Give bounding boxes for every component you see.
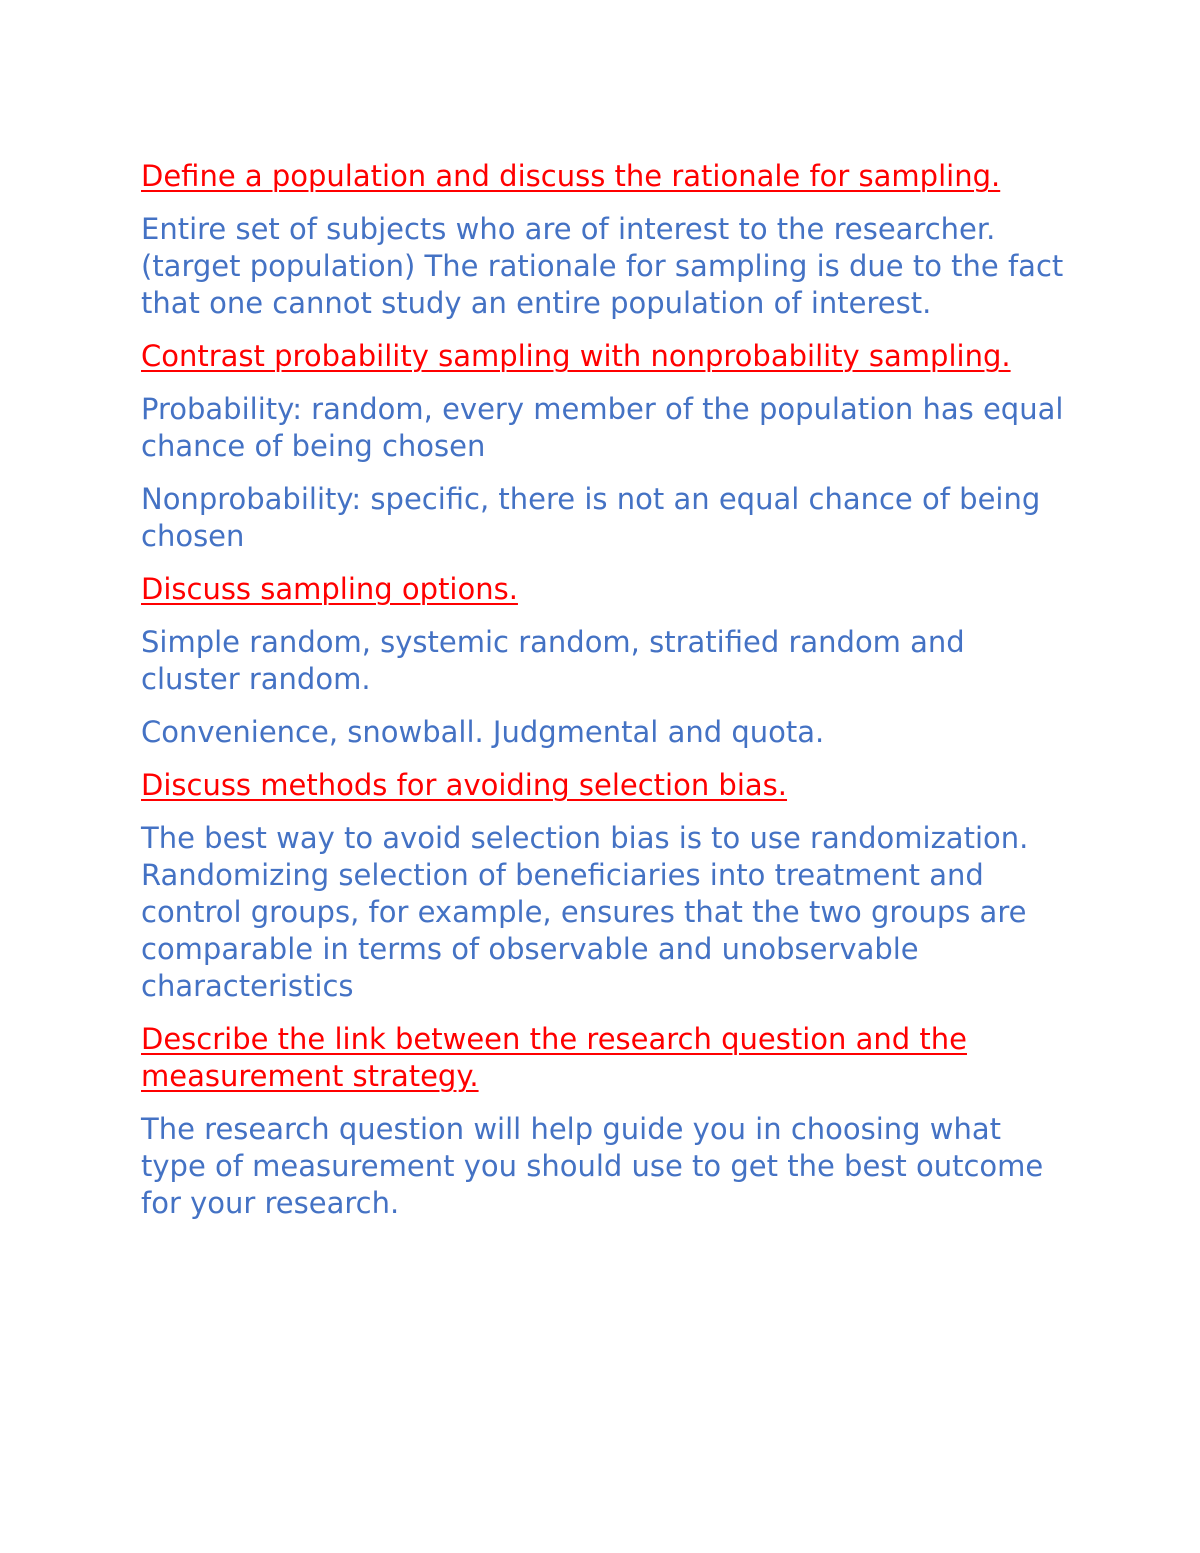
section-population — [141, 158, 1071, 322]
section-sampling-options — [141, 571, 1071, 751]
answer-paragraph: Nonprobability: specific, there is not an equal chance of being chosen — [141, 482, 1041, 553]
question-heading: Describe the link between the research question and the measurement strategy. — [141, 1022, 967, 1093]
answer-paragraph: Entire set of subjects who are of interest to the researcher. (target population) The rationale for sampling is due to the fact that one cannot study an entire population of interest. — [141, 212, 1064, 320]
answer-paragraph: Probability: random, every member of the population has equal chance of being chosen — [141, 392, 1064, 463]
question-heading: Discuss sampling options. — [141, 572, 518, 606]
section-probability-sampling — [141, 338, 1071, 555]
question-heading: Define a population and discuss the rationale for sampling. — [141, 159, 1001, 193]
section-measurement-strategy — [141, 1021, 1071, 1222]
document-page — [141, 158, 1071, 1238]
section-selection-bias — [141, 767, 1071, 1005]
question-heading: Discuss methods for avoiding selection bias. — [141, 768, 788, 802]
answer-paragraph: The research question will help guide you in choosing what type of measurement you should use to get the best outcome for your research. — [141, 1112, 1044, 1220]
question-heading: Contrast probability sampling with nonprobability sampling. — [141, 339, 1011, 373]
answer-paragraph: The best way to avoid selection bias is to use randomization. Randomizing selection of beneficiaries into treatment and control groups, for example, ensures that the two groups are comparable in terms of observable and unobservable characteristics — [141, 821, 1029, 1003]
answer-paragraph: Simple random, systemic random, stratified random and cluster random. — [141, 625, 965, 696]
answer-paragraph: Convenience, snowball. Judgmental and quota. — [141, 715, 825, 749]
